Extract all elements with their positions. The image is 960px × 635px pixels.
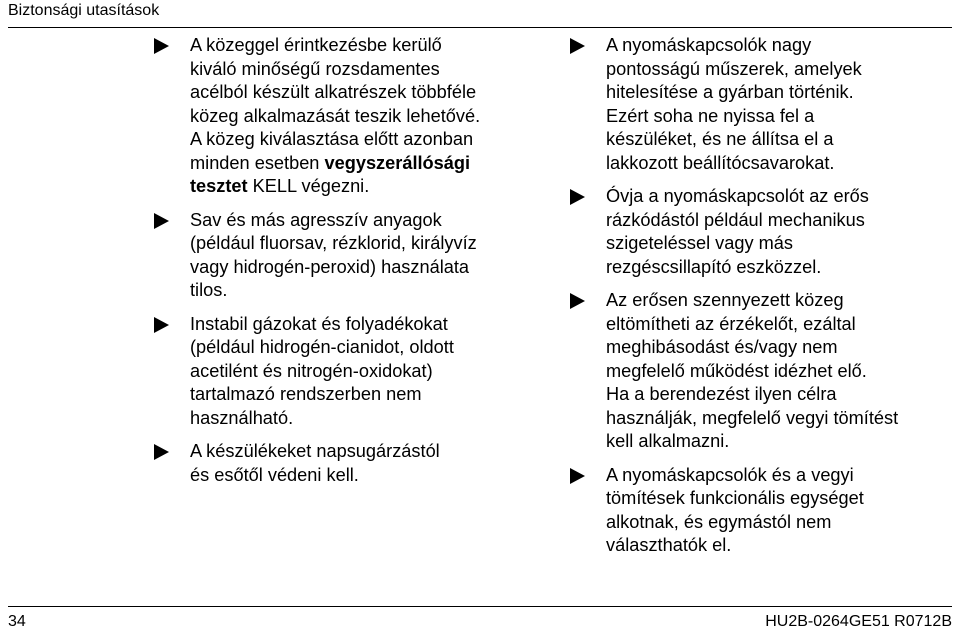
text-line: szigeteléssel vagy más xyxy=(606,233,794,253)
list-item xyxy=(152,209,532,303)
text-line: acélból készült alkatrészek többféle xyxy=(190,82,477,102)
text-line: Sav és más agresszív anyagok xyxy=(190,209,442,230)
text-line: választhatók el. xyxy=(606,535,732,555)
right-column xyxy=(568,34,952,568)
text-line: kiváló minőségű rozsdamentes xyxy=(190,58,440,79)
text-line xyxy=(190,175,532,199)
text-line: használható. xyxy=(190,407,294,428)
list-item xyxy=(152,440,532,487)
list-item xyxy=(568,289,952,454)
text-line: megfelelő működést idézhet elő. xyxy=(606,360,867,381)
text-line: (például hidrogén-cianidot, oldott xyxy=(190,337,454,357)
text-line: A készülékeket napsugárzástól xyxy=(190,441,440,461)
text-segment: KELL végezni. xyxy=(247,176,370,196)
text-line: lakkozott beállítócsavarokat. xyxy=(606,152,835,173)
text-line: acetilént és nitrogén-oxidokat) xyxy=(190,360,433,381)
list-item xyxy=(568,185,952,279)
text-line: használják, megfelelő vegyi tömítést xyxy=(606,407,899,428)
text-line: A közeg kiválasztása előtt azonban xyxy=(190,129,474,149)
footer-divider xyxy=(8,606,952,607)
text-line xyxy=(190,152,532,176)
text-line: rázkódástól például mechanikus xyxy=(606,209,865,230)
text-line: A közeggel érintkezésbe kerülő xyxy=(190,35,442,55)
emphasis-text: vegyszerállósági xyxy=(324,152,471,173)
right-bullet-list xyxy=(568,34,952,558)
text-line: és esőtől védeni kell. xyxy=(190,464,359,485)
text-segment: minden esetben xyxy=(190,152,325,173)
page-number: 34 xyxy=(8,613,26,630)
emphasis-text: tesztet xyxy=(190,176,248,196)
bullet-triangle-icon xyxy=(154,444,169,460)
text-line: A nyomáskapcsolók és a vegyi xyxy=(606,464,854,485)
bullet-triangle-icon xyxy=(154,38,169,54)
text-line: (például fluorsav, rézklorid, királyvíz xyxy=(190,233,477,253)
bullet-triangle-icon xyxy=(154,317,169,333)
text-line: tartalmazó rendszerben nem xyxy=(190,384,422,404)
text-line: Ha a berendezést ilyen célra xyxy=(606,384,837,404)
section-header-title: Biztonsági utasítások xyxy=(8,2,160,19)
left-bullet-list xyxy=(152,34,532,487)
text-line: alkotnak, és egymástól nem xyxy=(606,511,832,532)
list-item xyxy=(568,34,952,175)
bullet-triangle-icon xyxy=(570,189,585,205)
text-line: hitelesítése a gyárban történik. xyxy=(606,82,854,102)
text-line: Ezért soha ne nyissa fel a xyxy=(606,105,815,126)
text-line: tilos. xyxy=(190,280,228,300)
list-item xyxy=(152,313,532,431)
text-line: kell alkalmazni. xyxy=(606,431,730,451)
text-line: A nyomáskapcsolók nagy xyxy=(606,35,812,55)
text-line: rezgéscsillapító eszközzel. xyxy=(606,256,822,277)
text-line: Instabil gázokat és folyadékokat xyxy=(190,313,448,334)
text-line: vagy hidrogén-peroxid) használata xyxy=(190,256,470,277)
bullet-triangle-icon xyxy=(570,468,585,484)
bullet-triangle-icon xyxy=(570,38,585,54)
header-divider xyxy=(8,27,952,28)
text-line: meghibásodást és/vagy nem xyxy=(606,337,838,357)
text-line: eltömítheti az érzékelőt, ezáltal xyxy=(606,313,856,334)
text-line: Óvja a nyomáskapcsolót az erős xyxy=(606,186,869,206)
bullet-triangle-icon xyxy=(154,213,169,229)
text-line: tömítések funkcionális egységet xyxy=(606,488,864,508)
text-line: készüléket, és ne állítsa el a xyxy=(606,129,834,149)
bullet-triangle-icon xyxy=(570,293,585,309)
text-line: közeg alkalmazását teszik lehetővé. xyxy=(190,105,481,126)
document-code: HU2B-0264GE51 R0712B xyxy=(765,613,952,630)
left-column xyxy=(152,34,532,497)
text-line: Az erősen szennyezett közeg xyxy=(606,290,844,310)
list-item xyxy=(152,34,532,199)
text-line: pontosságú műszerek, amelyek xyxy=(606,58,862,79)
list-item xyxy=(568,464,952,558)
